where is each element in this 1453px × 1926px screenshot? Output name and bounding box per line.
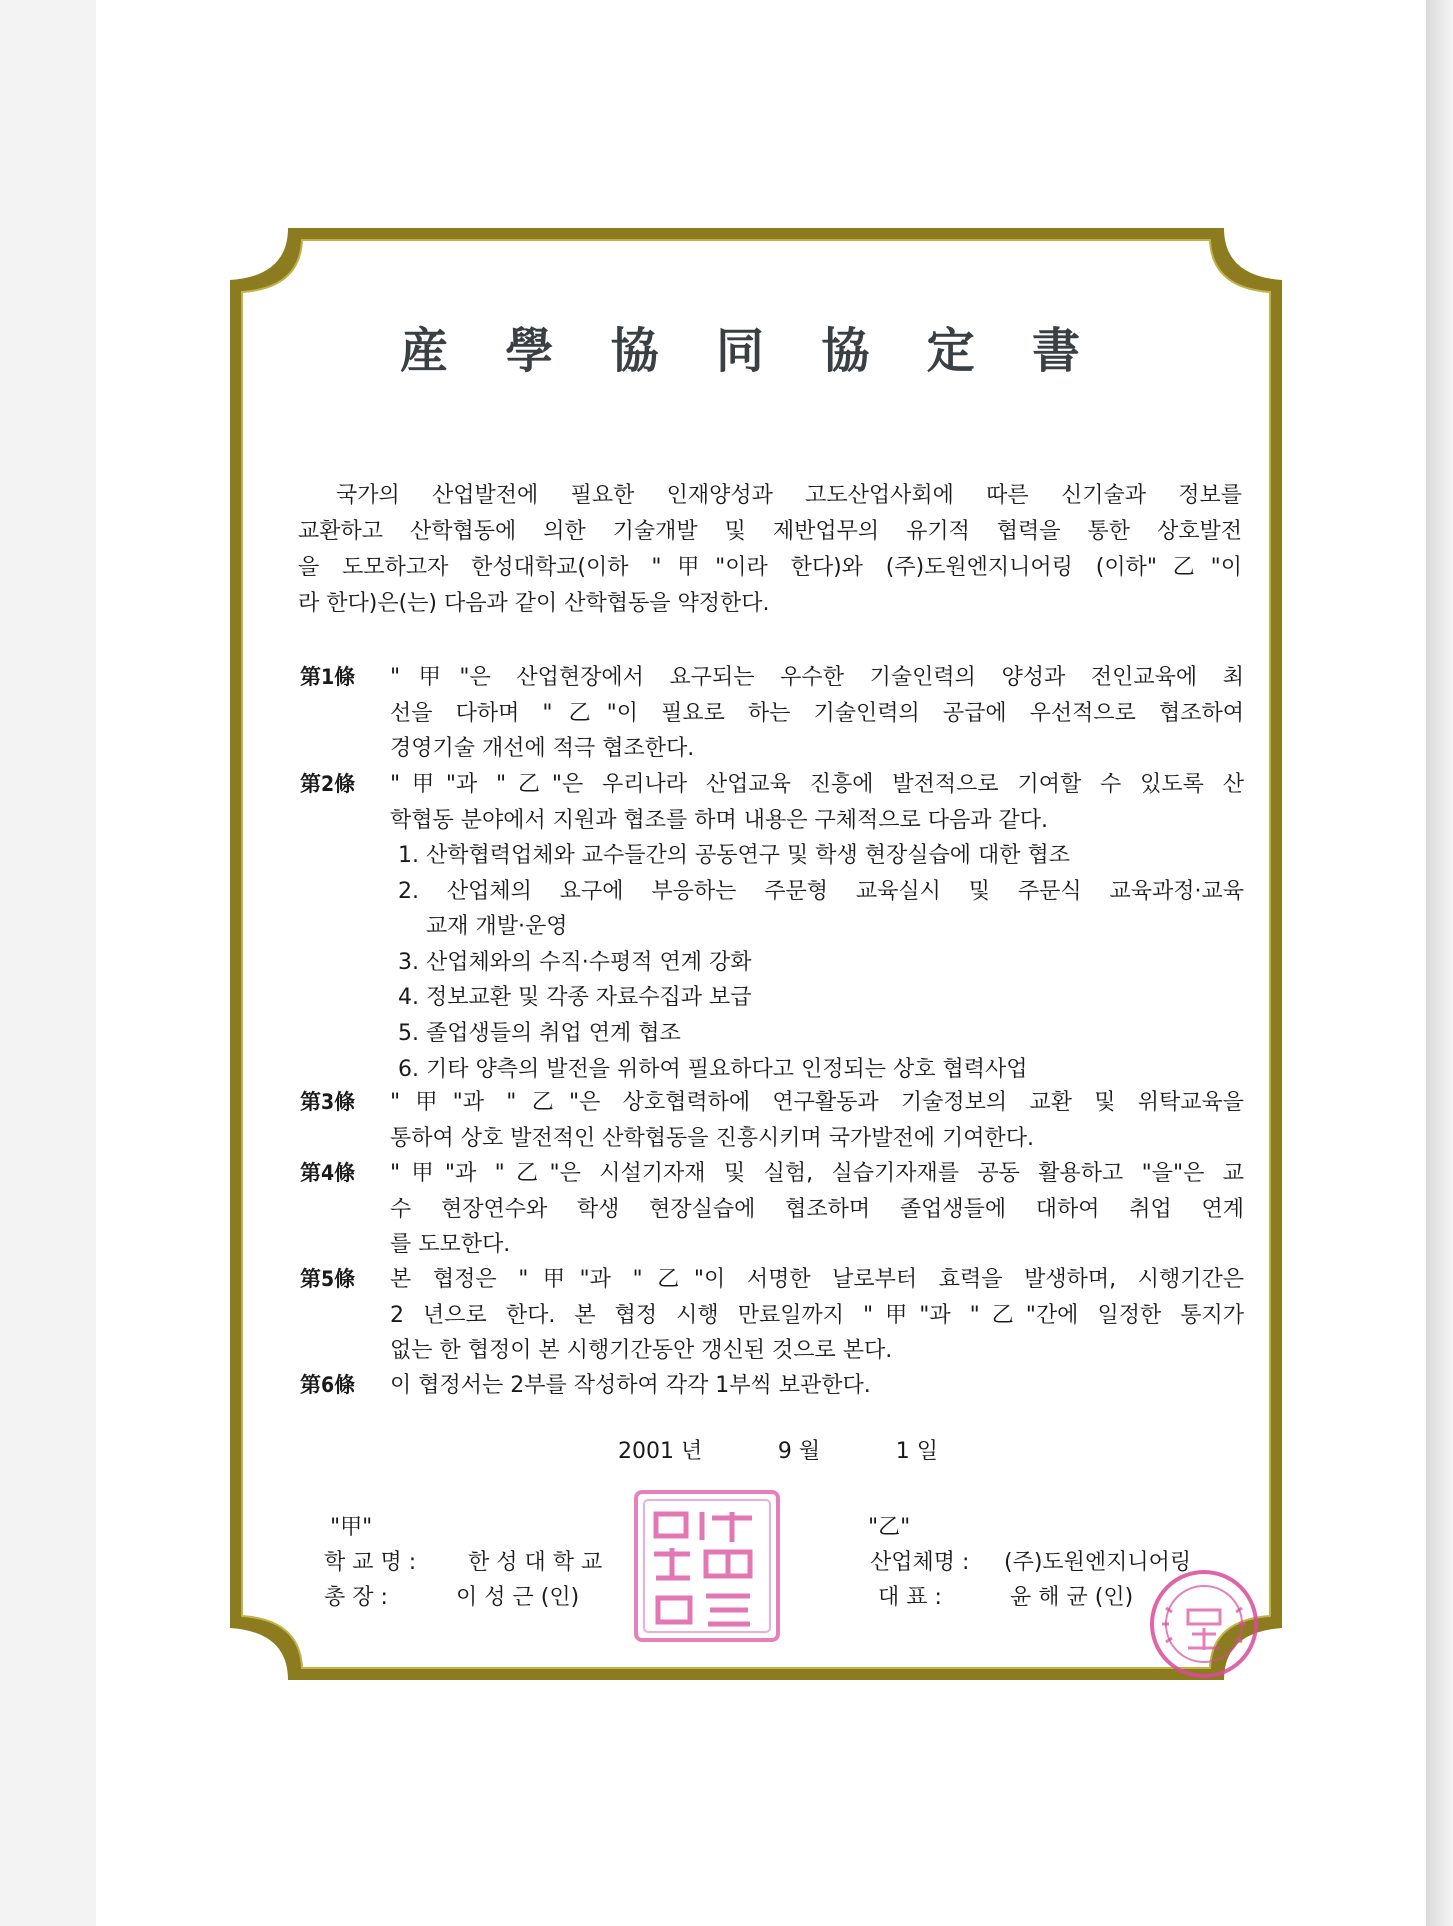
party-a-school-name: 한 성 대 학 교 [468,1550,603,1575]
intro-line: 을 도모하고자 한성대학교(이하 "甲"이라 한다)와 (주)도원엔지니어링 (이하"乙"이 [298,555,1242,580]
article-line: "甲"은 산업현장에서 요구되는 우수한 기술인력의 양성과 전인교육에 최 [390,665,1244,690]
party-b-company-name: (주)도원엔지니어링 [1004,1550,1192,1575]
list-item: 4. 정보교환 및 각종 자료수집과 보급 [398,985,752,1011]
company-seal-icon [1148,1568,1260,1680]
article-line: "甲"과 "乙"은 우리나라 산업교육 진흥에 발전적으로 기여할 수 있도록 산 [390,772,1244,797]
article-label: 第1條 [300,665,356,689]
title-char: 學 [505,323,554,379]
article-line: "甲"과 "乙"은 시설기자재 및 실험, 실습기자재를 공동 활용하고 "을"은 교 [390,1161,1244,1186]
article-2-items [398,838,1244,1087]
party-a-school-label: 학 교 명 : [324,1550,417,1575]
list-item-continued: 교재 개발·운영 [426,914,568,940]
intro-line: 라 한다)은(는) 다음과 같이 산학협동을 약정한다. [298,591,770,616]
party-b-tag: "乙" [868,1515,911,1540]
list-item: 6. 기타 양측의 발전을 위하여 필요하다고 인정되는 상호 협력사업 [398,1056,1028,1082]
article-line: 통하여 상호 발전적인 산학협동을 진흥시키며 국가발전에 기여한다. [390,1125,1035,1151]
title-char: 書 [1031,323,1080,379]
list-item: 5. 졸업생들의 취업 연계 협조 [398,1020,681,1046]
article-line: 2 년으로 한다. 본 협정 시행 만료일까지 "甲"과 "乙"간에 일정한 통지가 [390,1302,1244,1328]
list-item: 1. 산학협력업체와 교수들간의 공동연구 및 학생 현장실습에 대한 협조 [398,843,1070,868]
date-month: 9 월 [777,1439,821,1464]
article-line: 이 협정서는 2부를 작성하여 각각 1부씩 보관한다. [390,1373,871,1398]
date-day: 1 일 [895,1439,938,1464]
date-year: 2001 년 [618,1439,703,1464]
article-line: "甲"과 "乙"은 상호협력하에 연구활동과 기술정보의 교환 및 위탁교육을 [390,1090,1244,1115]
agreement-date [618,1434,938,1465]
intro-line: 교환하고 산학협동에 의한 기술개발 및 제반업무의 유기적 협력을 통한 상호발전 [298,519,1242,544]
title-char: 協 [610,323,659,379]
page-edge-shadow [1426,0,1453,1926]
document-title [400,312,1080,381]
article-label: 第2條 [300,772,356,796]
article-line: 경영기술 개선에 적극 협조한다. [390,736,695,762]
title-char: 産 [400,323,449,379]
article-line: 를 도모한다. [390,1232,511,1258]
party-a-president-label: 총 장 : [324,1585,388,1610]
title-char: 協 [821,323,870,379]
intro-paragraph [298,478,1242,622]
article-label: 第5條 [300,1267,356,1291]
article-line: 본 협정은 "甲"과 "乙"이 서명한 날로부터 효력을 발생하며, 시행기간은 [390,1267,1244,1292]
article-line: 선을 다하며 "乙"이 필요로 하는 기술인력의 공급에 우선적으로 협조하여 [390,700,1244,726]
party-b-ceo-label: 대 표 : [878,1585,942,1610]
party-a-president-name: 이 성 근 (인) [456,1585,580,1610]
university-seal-icon [632,1488,782,1644]
list-item: 2. 산업체의 요구에 부응하는 주문형 교육실시 및 주문식 교육과정·교육 [398,878,1244,904]
article-line: 없는 한 협정이 본 시행기간동안 갱신된 것으로 본다. [390,1338,893,1364]
party-b-company-label: 산업체명 : [870,1550,970,1575]
title-char: 同 [715,323,764,379]
article-label: 第4條 [300,1161,356,1185]
article-line: 수 현장연수와 학생 현장실습에 협조하며 졸업생들에 대하여 취업 연계 [390,1196,1244,1222]
party-a-tag: "甲" [330,1515,373,1540]
title-char: 定 [926,323,975,379]
party-b-ceo-name: 윤 해 균 (인) [1010,1585,1134,1610]
intro-line: 국가의 산업발전에 필요한 인재양성과 고도산업사회에 따른 신기술과 정보를 [336,483,1242,508]
list-item: 3. 산업체와의 수직·수평적 연계 강화 [398,949,752,975]
article-label: 第6條 [300,1373,356,1397]
article-label: 第3條 [300,1090,356,1114]
article-line: 학협동 분야에서 지원과 협조를 하며 내용은 구체적으로 다음과 같다. [390,807,1048,833]
